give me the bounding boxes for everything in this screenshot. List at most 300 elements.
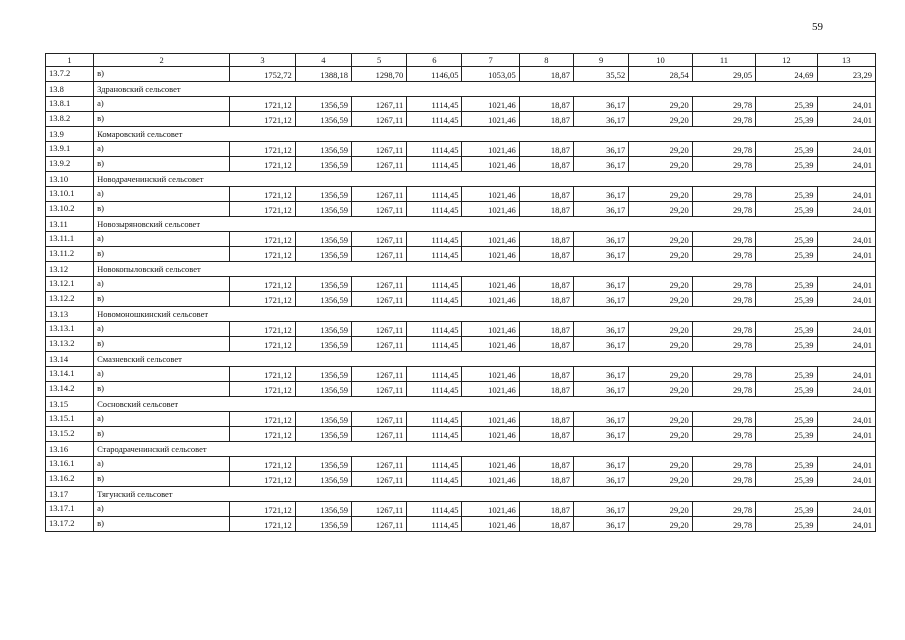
value-cell: 1721,12	[230, 142, 295, 157]
value-cell: 18,87	[519, 367, 573, 382]
value-cell: 25,39	[756, 517, 817, 532]
value-cell: 25,39	[756, 427, 817, 442]
header-cell: 12	[756, 54, 817, 67]
row-variant: в)	[94, 337, 230, 352]
value-cell: 1721,12	[230, 427, 295, 442]
section-row	[46, 217, 876, 232]
value-cell: 1021,46	[462, 97, 519, 112]
row-variant: а)	[94, 97, 230, 112]
value-cell: 1721,12	[230, 382, 295, 397]
section-name: Новомоношкинский сельсовет	[94, 307, 876, 322]
row-variant: в)	[94, 517, 230, 532]
value-cell: 36,17	[574, 187, 629, 202]
value-cell: 1267,11	[351, 367, 406, 382]
value-cell: 36,17	[574, 157, 629, 172]
table-row	[46, 472, 876, 487]
section-code: 13.15	[46, 397, 94, 412]
section-name: Стародраченинский сельсовет	[94, 442, 876, 457]
value-cell: 1356,59	[295, 322, 351, 337]
value-cell: 24,01	[817, 97, 875, 112]
value-cell: 25,39	[756, 292, 817, 307]
row-code: 13.15.1	[46, 412, 94, 427]
value-cell: 1021,46	[462, 277, 519, 292]
value-cell: 29,78	[692, 157, 755, 172]
section-row	[46, 127, 876, 142]
value-cell: 1114,45	[407, 502, 462, 517]
value-cell: 1021,46	[462, 187, 519, 202]
value-cell: 29,20	[629, 427, 692, 442]
value-cell: 1021,46	[462, 382, 519, 397]
value-cell: 1267,11	[351, 187, 406, 202]
table-row	[46, 517, 876, 532]
value-cell: 24,01	[817, 337, 875, 352]
value-cell: 1356,59	[295, 112, 351, 127]
value-cell: 1356,59	[295, 457, 351, 472]
value-cell: 1114,45	[407, 322, 462, 337]
row-code: 13.12.2	[46, 292, 94, 307]
value-cell: 25,39	[756, 142, 817, 157]
value-cell: 24,01	[817, 322, 875, 337]
value-cell: 36,17	[574, 292, 629, 307]
value-cell: 1021,46	[462, 412, 519, 427]
value-cell: 1267,11	[351, 412, 406, 427]
section-row	[46, 172, 876, 187]
value-cell: 23,29	[817, 67, 875, 82]
value-cell: 1356,59	[295, 232, 351, 247]
value-cell: 24,01	[817, 412, 875, 427]
row-variant: в)	[94, 472, 230, 487]
value-cell: 24,01	[817, 472, 875, 487]
row-code: 13.8.1	[46, 97, 94, 112]
value-cell: 1356,59	[295, 247, 351, 262]
section-row	[46, 307, 876, 322]
row-variant: в)	[94, 382, 230, 397]
section-name: Смазневский сельсовет	[94, 352, 876, 367]
row-variant: в)	[94, 427, 230, 442]
section-name: Новокопыловский сельсовет	[94, 262, 876, 277]
section-code: 13.10	[46, 172, 94, 187]
value-cell: 1114,45	[407, 457, 462, 472]
value-cell: 24,01	[817, 112, 875, 127]
value-cell: 29,78	[692, 457, 755, 472]
value-cell: 1721,12	[230, 187, 295, 202]
table-row	[46, 187, 876, 202]
table-row	[46, 292, 876, 307]
value-cell: 1021,46	[462, 112, 519, 127]
value-cell: 29,78	[692, 187, 755, 202]
value-cell: 1356,59	[295, 157, 351, 172]
value-cell: 1021,46	[462, 427, 519, 442]
value-cell: 25,39	[756, 457, 817, 472]
section-code: 13.8	[46, 82, 94, 97]
value-cell: 25,39	[756, 247, 817, 262]
header-cell: 9	[574, 54, 629, 67]
section-name: Здрановский сельсовет	[94, 82, 876, 97]
row-variant: а)	[94, 232, 230, 247]
value-cell: 18,87	[519, 232, 573, 247]
value-cell: 1356,59	[295, 187, 351, 202]
value-cell: 36,17	[574, 202, 629, 217]
value-cell: 29,20	[629, 382, 692, 397]
table-row	[46, 382, 876, 397]
value-cell: 29,20	[629, 247, 692, 262]
value-cell: 29,20	[629, 367, 692, 382]
value-cell: 1021,46	[462, 157, 519, 172]
value-cell: 29,78	[692, 517, 755, 532]
value-cell: 18,87	[519, 517, 573, 532]
value-cell: 18,87	[519, 157, 573, 172]
value-cell: 24,01	[817, 247, 875, 262]
value-cell: 1356,59	[295, 292, 351, 307]
value-cell: 18,87	[519, 457, 573, 472]
value-cell: 24,01	[817, 142, 875, 157]
value-cell: 36,17	[574, 472, 629, 487]
row-variant: а)	[94, 142, 230, 157]
row-variant: в)	[94, 202, 230, 217]
value-cell: 1114,45	[407, 472, 462, 487]
row-code: 13.17.2	[46, 517, 94, 532]
value-cell: 24,01	[817, 367, 875, 382]
value-cell: 18,87	[519, 472, 573, 487]
row-code: 13.14.1	[46, 367, 94, 382]
value-cell: 1267,11	[351, 97, 406, 112]
value-cell: 29,78	[692, 427, 755, 442]
value-cell: 29,78	[692, 472, 755, 487]
value-cell: 18,87	[519, 142, 573, 157]
row-code: 13.17.1	[46, 502, 94, 517]
row-code: 13.13.1	[46, 322, 94, 337]
value-cell: 1114,45	[407, 187, 462, 202]
value-cell: 25,39	[756, 367, 817, 382]
value-cell: 25,39	[756, 277, 817, 292]
value-cell: 1021,46	[462, 247, 519, 262]
row-code: 13.16.1	[46, 457, 94, 472]
value-cell: 1114,45	[407, 112, 462, 127]
value-cell: 1114,45	[407, 277, 462, 292]
section-row	[46, 442, 876, 457]
header-cell: 8	[519, 54, 573, 67]
value-cell: 24,01	[817, 427, 875, 442]
value-cell: 1298,70	[351, 67, 406, 82]
value-cell: 24,01	[817, 202, 875, 217]
value-cell: 29,78	[692, 367, 755, 382]
row-code: 13.11.2	[46, 247, 94, 262]
value-cell: 1721,12	[230, 112, 295, 127]
value-cell: 36,17	[574, 517, 629, 532]
value-cell: 1021,46	[462, 337, 519, 352]
row-variant: а)	[94, 502, 230, 517]
value-cell: 36,17	[574, 427, 629, 442]
value-cell: 36,17	[574, 97, 629, 112]
value-cell: 24,01	[817, 292, 875, 307]
row-variant: а)	[94, 187, 230, 202]
value-cell: 1721,12	[230, 247, 295, 262]
value-cell: 1114,45	[407, 367, 462, 382]
table-row	[46, 412, 876, 427]
value-cell: 29,20	[629, 202, 692, 217]
value-cell: 1114,45	[407, 412, 462, 427]
header-cell: 10	[629, 54, 692, 67]
section-code: 13.13	[46, 307, 94, 322]
row-code: 13.8.2	[46, 112, 94, 127]
value-cell: 1752,72	[230, 67, 295, 82]
value-cell: 29,20	[629, 292, 692, 307]
value-cell: 1721,12	[230, 232, 295, 247]
header-cell: 3	[230, 54, 295, 67]
row-variant: а)	[94, 457, 230, 472]
header-cell: 11	[692, 54, 755, 67]
value-cell: 36,17	[574, 337, 629, 352]
value-cell: 29,20	[629, 337, 692, 352]
tariff-table	[45, 53, 876, 532]
row-variant: а)	[94, 277, 230, 292]
value-cell: 29,20	[629, 412, 692, 427]
value-cell: 1267,11	[351, 112, 406, 127]
row-variant: а)	[94, 367, 230, 382]
value-cell: 29,78	[692, 277, 755, 292]
value-cell: 18,87	[519, 382, 573, 397]
value-cell: 1021,46	[462, 232, 519, 247]
table-row	[46, 97, 876, 112]
value-cell: 1267,11	[351, 457, 406, 472]
section-row	[46, 262, 876, 277]
value-cell: 18,87	[519, 97, 573, 112]
value-cell: 1356,59	[295, 502, 351, 517]
value-cell: 24,01	[817, 382, 875, 397]
value-cell: 36,17	[574, 412, 629, 427]
value-cell: 1356,59	[295, 412, 351, 427]
value-cell: 35,52	[574, 67, 629, 82]
value-cell: 29,78	[692, 232, 755, 247]
table-row	[46, 202, 876, 217]
value-cell: 1721,12	[230, 472, 295, 487]
section-code: 13.9	[46, 127, 94, 142]
row-code: 13.15.2	[46, 427, 94, 442]
value-cell: 1267,11	[351, 382, 406, 397]
section-row	[46, 397, 876, 412]
row-code: 13.10.1	[46, 187, 94, 202]
value-cell: 1721,12	[230, 457, 295, 472]
value-cell: 18,87	[519, 502, 573, 517]
value-cell: 1114,45	[407, 97, 462, 112]
value-cell: 1267,11	[351, 517, 406, 532]
value-cell: 1721,12	[230, 292, 295, 307]
value-cell: 29,78	[692, 247, 755, 262]
value-cell: 29,78	[692, 202, 755, 217]
value-cell: 1267,11	[351, 322, 406, 337]
value-cell: 25,39	[756, 112, 817, 127]
table-row	[46, 427, 876, 442]
value-cell: 1114,45	[407, 142, 462, 157]
section-name: Новозыряновский сельсовет	[94, 217, 876, 232]
value-cell: 1146,05	[407, 67, 462, 82]
value-cell: 1356,59	[295, 142, 351, 157]
value-cell: 36,17	[574, 232, 629, 247]
row-variant: в)	[94, 292, 230, 307]
value-cell: 36,17	[574, 457, 629, 472]
value-cell: 1721,12	[230, 517, 295, 532]
value-cell: 1267,11	[351, 472, 406, 487]
value-cell: 36,17	[574, 142, 629, 157]
page-number: 59	[812, 21, 823, 33]
value-cell: 1721,12	[230, 157, 295, 172]
value-cell: 1356,59	[295, 202, 351, 217]
table-row	[46, 502, 876, 517]
table-row	[46, 457, 876, 472]
value-cell: 1114,45	[407, 382, 462, 397]
value-cell: 1114,45	[407, 337, 462, 352]
header-row	[46, 54, 876, 67]
value-cell: 29,78	[692, 142, 755, 157]
value-cell: 29,78	[692, 322, 755, 337]
value-cell: 29,78	[692, 502, 755, 517]
value-cell: 18,87	[519, 202, 573, 217]
value-cell: 29,20	[629, 97, 692, 112]
value-cell: 1267,11	[351, 232, 406, 247]
value-cell: 29,20	[629, 502, 692, 517]
header-cell: 2	[94, 54, 230, 67]
row-variant: в)	[94, 67, 230, 82]
row-code: 13.14.2	[46, 382, 94, 397]
table-row	[46, 247, 876, 262]
section-name: Сосновский сельсовет	[94, 397, 876, 412]
value-cell: 1267,11	[351, 247, 406, 262]
value-cell: 24,01	[817, 517, 875, 532]
row-code: 13.10.2	[46, 202, 94, 217]
value-cell: 1021,46	[462, 502, 519, 517]
section-row	[46, 352, 876, 367]
value-cell: 1721,12	[230, 97, 295, 112]
value-cell: 29,20	[629, 517, 692, 532]
value-cell: 36,17	[574, 247, 629, 262]
header-cell: 7	[462, 54, 519, 67]
section-code: 13.14	[46, 352, 94, 367]
value-cell: 1021,46	[462, 292, 519, 307]
value-cell: 1721,12	[230, 277, 295, 292]
value-cell: 1721,12	[230, 202, 295, 217]
value-cell: 29,20	[629, 457, 692, 472]
value-cell: 1114,45	[407, 427, 462, 442]
value-cell: 24,69	[756, 67, 817, 82]
header-cell: 4	[295, 54, 351, 67]
value-cell: 25,39	[756, 97, 817, 112]
value-cell: 29,78	[692, 337, 755, 352]
value-cell: 25,39	[756, 232, 817, 247]
row-variant: в)	[94, 157, 230, 172]
value-cell: 1114,45	[407, 157, 462, 172]
value-cell: 29,78	[692, 112, 755, 127]
value-cell: 1721,12	[230, 337, 295, 352]
value-cell: 1388,18	[295, 67, 351, 82]
table-body	[46, 54, 876, 532]
row-code: 13.7.2	[46, 67, 94, 82]
value-cell: 1356,59	[295, 97, 351, 112]
value-cell: 29,20	[629, 277, 692, 292]
row-code: 13.16.2	[46, 472, 94, 487]
value-cell: 1114,45	[407, 202, 462, 217]
value-cell: 36,17	[574, 382, 629, 397]
value-cell: 29,20	[629, 472, 692, 487]
row-variant: а)	[94, 322, 230, 337]
value-cell: 1721,12	[230, 367, 295, 382]
section-row	[46, 487, 876, 502]
value-cell: 25,39	[756, 472, 817, 487]
value-cell: 18,87	[519, 277, 573, 292]
value-cell: 1114,45	[407, 292, 462, 307]
value-cell: 36,17	[574, 277, 629, 292]
value-cell: 1267,11	[351, 337, 406, 352]
table-row	[46, 232, 876, 247]
value-cell: 29,20	[629, 187, 692, 202]
section-name: Новодраченинский сельсовет	[94, 172, 876, 187]
value-cell: 1356,59	[295, 277, 351, 292]
value-cell: 1053,05	[462, 67, 519, 82]
section-code: 13.16	[46, 442, 94, 457]
value-cell: 18,87	[519, 112, 573, 127]
value-cell: 1356,59	[295, 472, 351, 487]
value-cell: 29,78	[692, 97, 755, 112]
value-cell: 29,20	[629, 322, 692, 337]
value-cell: 1356,59	[295, 367, 351, 382]
value-cell: 18,87	[519, 427, 573, 442]
value-cell: 25,39	[756, 187, 817, 202]
value-cell: 36,17	[574, 367, 629, 382]
row-variant: в)	[94, 112, 230, 127]
value-cell: 25,39	[756, 322, 817, 337]
value-cell: 25,39	[756, 502, 817, 517]
value-cell: 1267,11	[351, 277, 406, 292]
header-cell: 5	[351, 54, 406, 67]
value-cell: 1021,46	[462, 472, 519, 487]
value-cell: 29,20	[629, 112, 692, 127]
value-cell: 18,87	[519, 187, 573, 202]
value-cell: 24,01	[817, 187, 875, 202]
value-cell: 24,01	[817, 277, 875, 292]
table-row	[46, 67, 876, 82]
value-cell: 1721,12	[230, 502, 295, 517]
value-cell: 1267,11	[351, 502, 406, 517]
header-cell: 1	[46, 54, 94, 67]
section-name: Комаровский сельсовет	[94, 127, 876, 142]
row-variant: в)	[94, 247, 230, 262]
value-cell: 18,87	[519, 337, 573, 352]
value-cell: 1356,59	[295, 337, 351, 352]
value-cell: 1267,11	[351, 292, 406, 307]
value-cell: 1267,11	[351, 427, 406, 442]
value-cell: 1721,12	[230, 412, 295, 427]
value-cell: 29,20	[629, 157, 692, 172]
value-cell: 1021,46	[462, 517, 519, 532]
value-cell: 1114,45	[407, 247, 462, 262]
value-cell: 1021,46	[462, 202, 519, 217]
value-cell: 1356,59	[295, 382, 351, 397]
value-cell: 29,05	[692, 67, 755, 82]
value-cell: 25,39	[756, 412, 817, 427]
value-cell: 25,39	[756, 382, 817, 397]
value-cell: 25,39	[756, 337, 817, 352]
value-cell: 1356,59	[295, 427, 351, 442]
value-cell: 36,17	[574, 112, 629, 127]
table-row	[46, 367, 876, 382]
value-cell: 18,87	[519, 67, 573, 82]
value-cell: 24,01	[817, 157, 875, 172]
value-cell: 29,78	[692, 382, 755, 397]
value-cell: 29,20	[629, 142, 692, 157]
header-cell: 13	[817, 54, 875, 67]
value-cell: 1021,46	[462, 142, 519, 157]
section-row	[46, 82, 876, 97]
row-code: 13.9.1	[46, 142, 94, 157]
